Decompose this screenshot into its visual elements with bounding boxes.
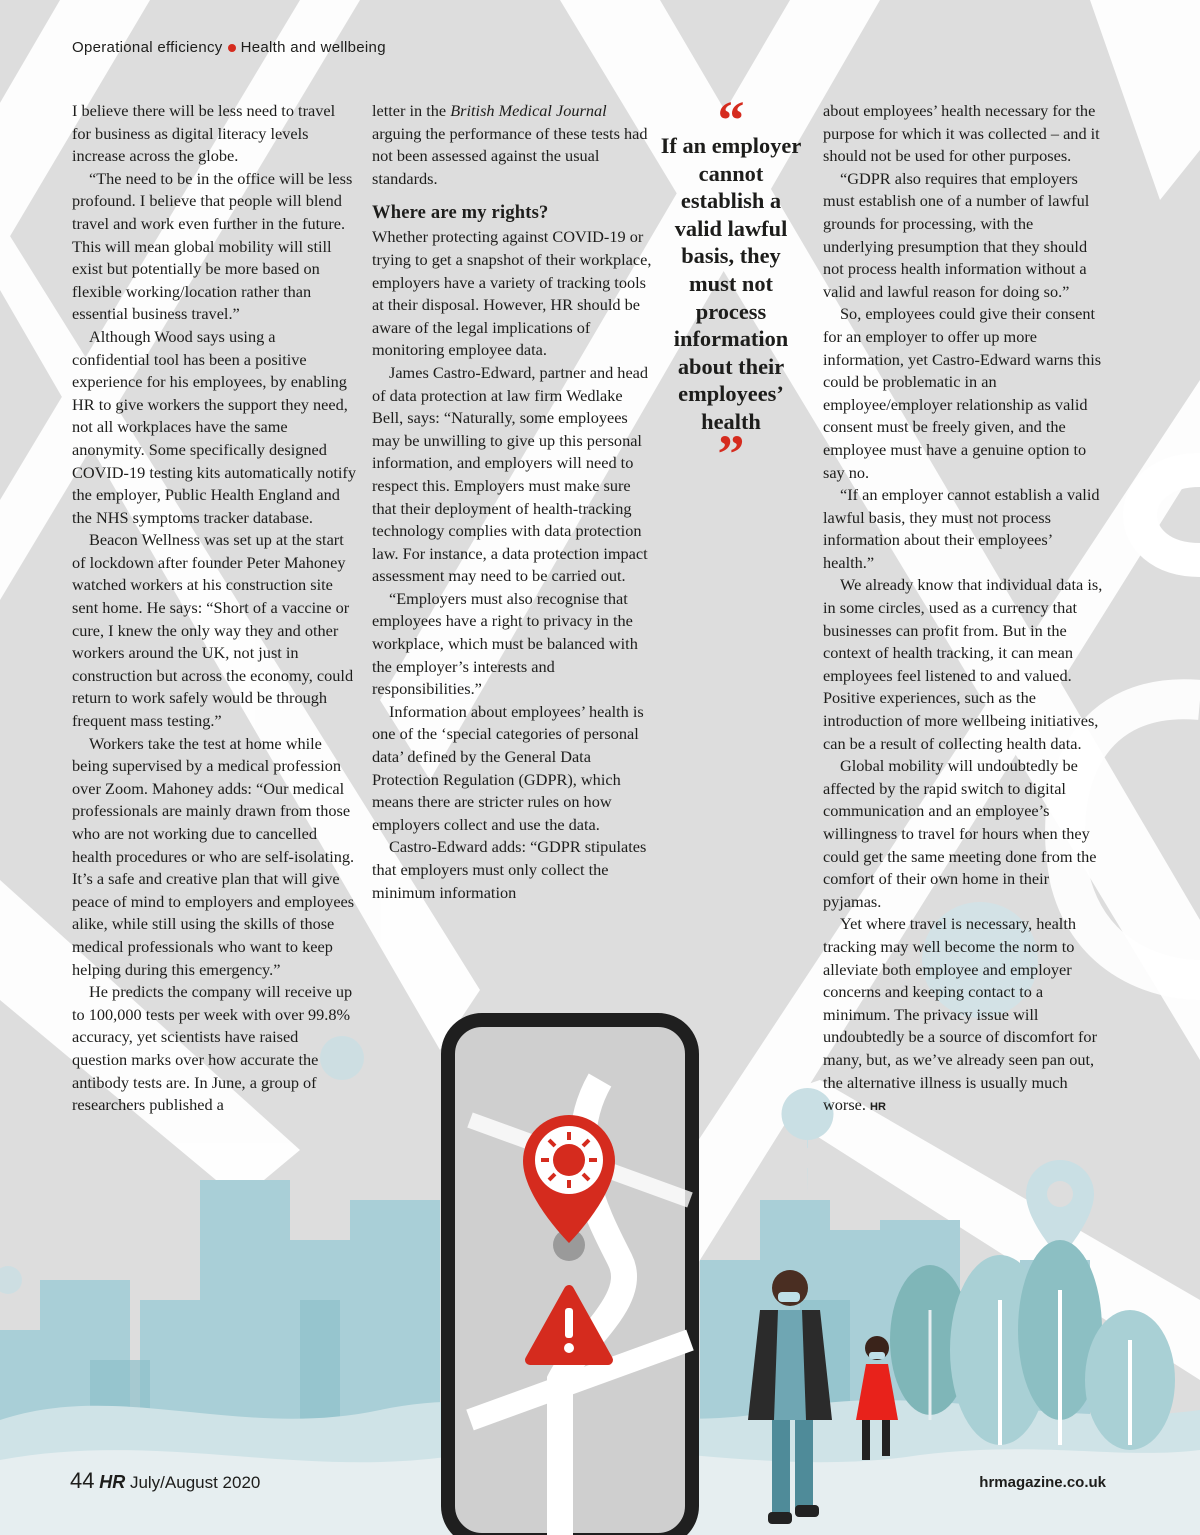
article-column-1	[72, 100, 356, 1117]
text-run: Yet where travel is necessary, health tracking may well become the norm to alleviate both employee and employer concerns and keeping contact to a minimum. The privacy issue will undoubtedly be a source of discomfort for many, but, as we’ve already seen pan out, the alternative illness is usually much worse.	[823, 914, 1097, 1115]
paragraph: about employees’ health necessary for the purpose for which it was collected – and it should not be used for other purposes.	[823, 101, 1100, 166]
bullet-dot-icon	[228, 44, 236, 52]
pull-quote	[660, 90, 802, 484]
paragraph: “If an employer cannot establish a valid lawful basis, they must not process information about their employees’ health.”	[823, 485, 1100, 572]
paragraph: So, employees could give their consent for an employer to offer up more information, yet Castro-Edward warns this could be problematic in an employee/employer relationship as valid consent must be freely given, and the employee must have a genuine option to say no.	[823, 304, 1102, 482]
paragraph	[372, 100, 654, 190]
paragraph: We already know that individual data is, in some circles, used as a currency that businesses can profit from. But in the context of health tracking, it can mean employees feel listened to and valued. Positive experiences, such as the introduction of more wellbeing initiatives, can be a result of collecting health data.	[823, 575, 1103, 753]
paragraph: He predicts the company will receive up to 100,000 tests per week with over 99.8% accuracy, yet scientists have raised question marks over how accurate the antibody tests are. In June, a group of researchers published a	[72, 982, 353, 1115]
section-heading: Where are my rights?	[372, 203, 549, 224]
website-url: hrmagazine.co.uk	[979, 1474, 1106, 1491]
paragraph: Global mobility will undoubtedly be affected by the rapid switch to digital communication and an employee’s willingness to travel for hours when they could get the same meeting done from the comfort of their own home in their pyjamas.	[823, 756, 1097, 911]
issue-date: July/August 2020	[129, 1473, 261, 1492]
article-column-2	[372, 100, 654, 904]
paragraph: James Castro-Edward, partner and head of data protection at law firm Wedlake Bell, says: “Naturally, some employees may be unwilling to give up this personal information, and employers will need to respect this. Employers must make sure that their deployment of health-tracking technology complies with data protection law. For instance, a data protection impact assessment may need to be carried out.	[372, 362, 649, 586]
paragraph: Although Wood says using a confidential tool has been a positive experience for his employees, by enabling HR to give workers the support they need, not all workplaces have the same anonymity. Some specifically designed COVID-19 testing kits automatically notify the employer, Public Health England and the NHS symptoms tracker database.	[72, 326, 356, 527]
paragraph: Information about employees’ health is one of the ‘special categories of personal data’ defined by the General Data Protection Regulation (GDPR), which means there are stricter rules on how employers collect and use the data.	[372, 701, 644, 834]
end-mark: HR	[870, 1101, 886, 1114]
paragraph: Castro-Edward adds: “GDPR stipulates that employers must only collect the minimum information	[372, 837, 647, 902]
paragraph: “The need to be in the office will be less profound. I believe that people will blend travel and work even further in the future. This will mean global mobility will still exist but potentially be more based on flexible working/location rather than essential business travel.”	[72, 168, 353, 324]
topic-label: Health and wellbeing	[240, 39, 386, 56]
text-run: letter in the	[372, 101, 451, 120]
close-quote-icon: ”	[717, 423, 745, 484]
section-label: Operational efficiency	[72, 39, 223, 56]
pull-quote-text: If an employer cannot establish a valid lawful basis, they must not process information about their employees’ health	[660, 133, 802, 434]
paragraph: Whether protecting against COVID-19 or trying to get a snapshot of their workplace, employers have a variety of tracking tools at their disposal. However, HR should be aware of the legal implications of monitoring employee data.	[372, 227, 652, 360]
folio	[70, 1468, 260, 1494]
paragraph	[823, 913, 1105, 1118]
journal-title: British Medical Journal	[450, 101, 607, 120]
paragraph: I believe there will be less need to travel for business as digital literacy levels increase across the globe.	[72, 101, 336, 166]
open-quote-icon: “	[717, 90, 745, 150]
paragraph: Beacon Wellness was set up at the start of lockdown after founder Peter Mahoney watched workers at his construction site sent home. He says: “Short of a vaccine or cure, I knew the only way they and other workers around the UK, not just in construction but across the economy, could return to work safely would be through frequent mass testing.”	[72, 530, 354, 731]
text-run: arguing the performance of these tests had not been assessed against the usual standards.	[372, 123, 648, 188]
running-head	[72, 39, 386, 56]
magazine-name: HR	[99, 1472, 126, 1492]
paragraph: “Employers must also recognise that employees have a right to privacy in the workplace, which must be balanced with the employer’s interests and responsibilities.”	[372, 588, 638, 699]
phone-icon	[448, 1020, 692, 1535]
article-column-3	[823, 100, 1105, 1119]
paragraph: Workers take the test at home while being supervised by a medical profession over Zoom. Mahoney adds: “Our medical professionals are mainly drawn from those who are not working due to cancelled health procedures or who are self-isolating. It’s a safe and creative plan that will give peace of mind to employers and employees alike, while still using the skills of those medical professionals who want to keep helping during this emergency.”	[72, 733, 355, 979]
page-number: 44	[70, 1468, 95, 1493]
paragraph: “GDPR also requires that employers must establish one of a number of lawful grounds for processing, with the underlying presumption that they should not process health information without a valid and lawful reason for doing so.”	[823, 168, 1090, 301]
